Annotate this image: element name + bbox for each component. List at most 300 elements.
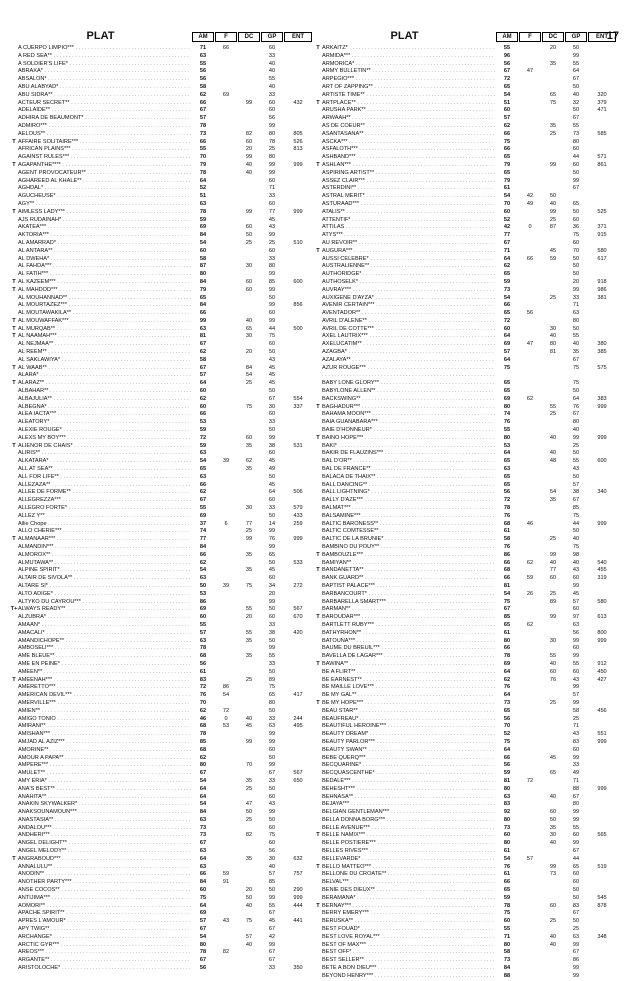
am-value: 63	[199, 450, 207, 457]
f-value	[215, 778, 237, 786]
table-row	[314, 232, 616, 240]
f-value	[519, 349, 541, 357]
tote-marker	[314, 263, 322, 271]
horse-name	[322, 848, 495, 856]
gp-value: 50	[572, 208, 580, 215]
horse-name	[322, 341, 495, 349]
horse-name-text: ADHIRA DE BEAUMONT*	[18, 115, 84, 122]
tote-marker	[10, 240, 18, 248]
table-row	[10, 677, 312, 685]
ent-value: 380	[597, 341, 607, 348]
ent-value	[284, 864, 312, 872]
tote-marker	[10, 489, 18, 497]
horse-name-text: ABRAXA*	[18, 68, 43, 75]
horse-name-text: ALKATARA*	[18, 458, 49, 465]
gp-value: 86	[572, 957, 580, 964]
gp-value: 80	[572, 138, 580, 145]
am-value: 62	[199, 91, 207, 98]
tote-marker	[314, 396, 322, 404]
horse-name	[18, 45, 191, 53]
horse-name-text: BAKIR DE FLAUZINS***	[322, 450, 384, 457]
horse-name-text: AVENTADOR**	[322, 310, 361, 317]
ent-value: 337	[293, 403, 303, 410]
f-value	[215, 341, 237, 349]
dc-value	[238, 248, 260, 256]
dc-value: 55	[245, 606, 253, 613]
table-row	[314, 224, 616, 232]
horse-name-text: BAINO HOPE***	[322, 434, 364, 441]
table-row	[10, 801, 312, 809]
gp-value: 60	[268, 107, 276, 114]
dc-value: 81	[549, 349, 557, 356]
gp-value: 65	[268, 551, 276, 558]
ent-value: 999	[597, 785, 607, 792]
horse-name-text: AMANDICHOPE**	[18, 637, 65, 644]
table-row	[10, 146, 312, 154]
table-row	[10, 435, 312, 443]
ent-value: 433	[293, 512, 303, 519]
tote-marker: T	[12, 208, 16, 215]
gp-value: 45	[268, 918, 276, 925]
ent-value	[284, 357, 312, 365]
gp-value: 80	[268, 130, 276, 137]
ent-value	[588, 193, 616, 201]
dc-value	[238, 411, 260, 419]
dc-value: 45	[549, 754, 557, 761]
am-value: 42	[503, 224, 511, 231]
tote-marker	[10, 372, 18, 380]
horse-name	[18, 178, 191, 186]
gp-value: 60	[572, 668, 580, 675]
f-value: 0	[224, 715, 228, 722]
f-value: 54	[222, 692, 230, 699]
table-row	[10, 560, 312, 568]
horse-name-text: ARUSHA PARK**	[322, 107, 366, 114]
gp-value: 20	[268, 590, 276, 597]
ent-value	[588, 466, 616, 474]
dc-value	[542, 521, 564, 529]
horse-name	[322, 801, 495, 809]
am-value: 68	[503, 567, 511, 574]
ent-value	[588, 357, 616, 365]
dc-value: 75	[245, 582, 253, 589]
dc-value	[238, 645, 260, 653]
am-value: 59	[199, 427, 207, 434]
table-row	[10, 832, 312, 840]
horse-name-text: AMAAN*	[18, 621, 41, 628]
am-value: 60	[199, 614, 207, 621]
horse-name	[18, 154, 191, 162]
f-value: 39	[222, 458, 230, 465]
horse-name-text: BAWINA**	[322, 660, 349, 667]
gp-value: 60	[268, 614, 276, 621]
ent-value	[284, 271, 312, 279]
am-value: 60	[199, 388, 207, 395]
am-value: 74	[503, 411, 511, 418]
horse-name	[18, 131, 191, 139]
f-value	[215, 380, 237, 388]
dc-value	[542, 154, 564, 162]
horse-name	[18, 92, 191, 100]
am-value: 54	[503, 590, 511, 597]
am-value: 84	[199, 879, 207, 886]
table-row	[10, 131, 312, 139]
tote-marker	[10, 708, 18, 716]
horse-name-text: AGUCHEUSE*	[18, 193, 56, 200]
horse-name-text: APRES L'AMOUR*	[18, 918, 66, 925]
f-value: 53	[222, 723, 230, 730]
dc-value: 99	[549, 863, 557, 870]
gp-value: 55	[572, 122, 580, 129]
f-value	[215, 622, 237, 630]
left-column	[10, 30, 312, 973]
tote-marker	[314, 295, 322, 303]
table-row	[10, 521, 312, 529]
ent-value: 600	[293, 278, 303, 285]
f-value	[519, 630, 541, 638]
horse-name	[18, 505, 191, 513]
gp-value: 75	[572, 512, 580, 519]
table-row	[314, 630, 616, 638]
table-row	[10, 84, 312, 92]
tote-marker: T	[316, 403, 320, 410]
dc-value: 35	[549, 824, 557, 831]
tote-marker	[10, 552, 18, 560]
horse-name-text: ALBEGNA*	[18, 403, 47, 410]
am-value: 65	[199, 294, 207, 301]
am-value: 75	[503, 738, 511, 745]
dc-value	[238, 513, 260, 521]
tote-marker	[10, 217, 18, 225]
f-value	[519, 154, 541, 162]
header-dc: DC	[542, 32, 564, 42]
am-value: 61	[503, 848, 511, 855]
table-row	[10, 934, 312, 942]
gp-value: 71	[572, 302, 580, 309]
horse-name	[18, 318, 191, 326]
f-value	[519, 731, 541, 739]
tote-marker	[314, 817, 322, 825]
f-value	[215, 170, 237, 178]
tote-marker	[314, 560, 322, 568]
gp-value: 99	[268, 302, 276, 309]
ent-value	[588, 942, 616, 950]
am-value: 71	[199, 45, 207, 51]
ent-value	[588, 372, 616, 380]
gp-value: 50	[572, 271, 580, 278]
dc-value: 40	[549, 200, 557, 207]
horse-name-text: ALBAJULIA**	[18, 395, 52, 402]
gp-value: 50	[572, 918, 580, 925]
table-row	[10, 528, 312, 536]
horse-name	[18, 614, 191, 622]
ent-value	[284, 949, 312, 957]
gp-value: 99	[572, 972, 580, 979]
gp-value: 38	[268, 442, 276, 449]
ent-value	[284, 645, 312, 653]
dc-value: 20	[245, 349, 253, 356]
header-am: AM	[496, 32, 518, 42]
horse-name	[322, 92, 495, 100]
f-value	[215, 123, 237, 131]
f-value	[215, 552, 237, 560]
horse-name	[322, 474, 495, 482]
am-value: 73	[199, 824, 207, 831]
ent-value	[588, 427, 616, 435]
f-value	[519, 271, 541, 279]
horse-name	[322, 326, 495, 334]
table-row	[314, 560, 616, 568]
ent-value	[284, 92, 312, 100]
table-row	[10, 638, 312, 646]
am-value: 81	[503, 777, 511, 784]
ent-value	[588, 801, 616, 809]
table-row	[10, 466, 312, 474]
ent-value	[588, 419, 616, 427]
horse-name	[18, 879, 191, 887]
f-value	[215, 599, 237, 607]
table-row	[314, 677, 616, 685]
horse-name-text: BATHYRHON**	[322, 629, 362, 636]
horse-name	[18, 365, 191, 373]
horse-name	[18, 536, 191, 544]
am-value: 72	[503, 317, 511, 324]
horse-name-text: BENIE DES DIEUX**	[322, 887, 375, 894]
horse-name	[322, 599, 495, 607]
horse-name-text: AFRICAN PLAINS***	[18, 146, 71, 153]
gp-value: 50	[572, 83, 580, 90]
table-row	[10, 201, 312, 209]
am-value: 80	[503, 840, 511, 847]
horse-name-text: ALL FOR LIFE**	[18, 473, 59, 480]
gp-value: 38	[572, 489, 580, 496]
ent-value: 540	[597, 559, 607, 566]
horse-name-text: BARBARELLA SMART***	[322, 598, 386, 605]
gp-value: 50	[572, 263, 580, 270]
ent-value	[284, 427, 312, 435]
gp-value: 50	[572, 325, 580, 332]
f-value	[519, 552, 541, 560]
table-row	[314, 871, 616, 879]
horse-name	[322, 661, 495, 669]
horse-name-text: ANASTASIA**	[18, 816, 54, 823]
am-value: 79	[199, 286, 207, 293]
table-row	[10, 76, 312, 84]
dc-value: 35	[245, 442, 253, 449]
am-value: 66	[199, 481, 207, 488]
dc-value: 75	[245, 918, 253, 925]
gp-value: 80	[268, 154, 276, 161]
gp-value: 42	[268, 933, 276, 940]
table-row	[10, 723, 312, 731]
ent-value: 444	[293, 902, 303, 909]
ent-value	[284, 638, 312, 646]
horse-name	[18, 256, 191, 264]
dc-value: 40	[549, 941, 557, 948]
horse-name	[18, 115, 191, 123]
tote-marker	[10, 934, 18, 942]
ent-value	[588, 474, 616, 482]
ent-value	[588, 388, 616, 396]
table-row	[314, 45, 616, 53]
tote-marker	[314, 606, 322, 614]
ent-value: 999	[597, 403, 607, 410]
dc-value: 80	[549, 341, 557, 348]
horse-name-text: BALSAMINE***	[322, 512, 361, 519]
ent-value	[284, 287, 312, 295]
ent-value: 551	[597, 731, 607, 738]
tote-marker: T	[12, 286, 16, 293]
horse-name-text: AGHDAL*	[18, 185, 44, 192]
gp-value: 83	[572, 902, 580, 909]
horse-name-text: BERNAY***	[322, 902, 352, 909]
am-value: 75	[503, 910, 511, 917]
am-value: 67	[199, 341, 207, 348]
horse-name-text: ARMIDA***	[322, 52, 351, 59]
dc-value	[238, 544, 260, 552]
column-header	[10, 30, 312, 42]
am-value: 69	[199, 512, 207, 519]
horse-name-text: ACTEUR SECRET**	[18, 99, 70, 106]
tote-marker	[10, 794, 18, 802]
am-value: 79	[199, 161, 207, 168]
tote-marker	[10, 474, 18, 482]
am-value: 80	[503, 816, 511, 823]
ent-value: 320	[597, 91, 607, 98]
tote-marker	[10, 154, 18, 162]
horse-name-text: BELLE POSTIERE***	[322, 840, 376, 847]
gp-value: 67	[572, 411, 580, 418]
gp-value: 50	[268, 754, 276, 761]
tote-marker	[10, 45, 18, 53]
horse-name	[18, 965, 191, 973]
table-row	[10, 794, 312, 802]
dc-value: 77	[549, 567, 557, 574]
ent-value	[284, 755, 312, 763]
table-row	[10, 302, 312, 310]
dc-value: 40	[549, 840, 557, 847]
table-row	[314, 973, 616, 981]
gp-value: 99	[268, 598, 276, 605]
ent-value: 441	[293, 918, 303, 925]
f-value	[215, 856, 237, 864]
dc-value	[238, 388, 260, 396]
dc-value: 35	[549, 122, 557, 129]
ent-value	[588, 544, 616, 552]
tote-marker: T	[316, 832, 320, 839]
f-value	[519, 747, 541, 755]
table-row	[314, 474, 616, 482]
am-value: 79	[503, 161, 511, 168]
table-row	[314, 786, 616, 794]
f-value	[519, 178, 541, 186]
f-value	[215, 357, 237, 365]
gp-value: 67	[268, 395, 276, 402]
dc-value: 50	[549, 193, 557, 200]
dc-value: 55	[549, 653, 557, 660]
am-value: 67	[503, 239, 511, 246]
dc-value	[238, 217, 260, 225]
dc-value: 40	[245, 169, 253, 176]
gp-value: 67	[268, 949, 276, 956]
horse-name	[18, 871, 191, 879]
horse-name-text: BEYOND HENRY***	[322, 972, 374, 979]
tote-marker	[314, 497, 322, 505]
dc-value	[238, 864, 260, 872]
dc-value	[542, 692, 564, 700]
am-value: 65	[503, 707, 511, 714]
ent-value	[284, 380, 312, 388]
tote-marker	[314, 949, 322, 957]
horse-name	[322, 68, 495, 76]
dc-value	[542, 723, 564, 731]
gp-value: 38	[268, 629, 276, 636]
tote-marker	[314, 146, 322, 154]
dc-value	[238, 957, 260, 965]
f-value	[215, 224, 237, 232]
dc-value	[238, 201, 260, 209]
horse-name-text: APACHE SPIRIT**	[18, 910, 65, 917]
f-value	[215, 271, 237, 279]
tote-marker	[314, 224, 322, 232]
horse-name-text: AMIRANI**	[18, 723, 46, 730]
am-value: 66	[199, 551, 207, 558]
table-row	[10, 162, 312, 170]
am-value: 72	[199, 684, 207, 691]
table-row	[10, 910, 312, 918]
tote-marker	[314, 256, 322, 264]
horse-name-text: ALLEGREZZA***	[18, 497, 61, 504]
dc-value	[238, 692, 260, 700]
am-value: 59	[503, 770, 511, 777]
dc-value	[238, 357, 260, 365]
table-row	[10, 45, 312, 53]
horse-name	[322, 622, 495, 630]
ent-value: 999	[293, 536, 303, 543]
gp-value: 75	[268, 684, 276, 691]
gp-value: 60	[572, 239, 580, 246]
f-value	[215, 606, 237, 614]
horse-name-text: AGAINST RULES***	[18, 154, 70, 161]
ent-value	[588, 201, 616, 209]
f-value	[215, 817, 237, 825]
dc-value: 35	[245, 466, 253, 473]
am-value: 75	[503, 598, 511, 605]
gp-value: 43	[572, 466, 580, 473]
dc-value: 65	[245, 325, 253, 332]
gp-value: 50	[268, 816, 276, 823]
tote-marker	[314, 755, 322, 763]
dc-value	[542, 739, 564, 747]
table-row	[10, 380, 312, 388]
table-row	[10, 661, 312, 669]
am-value: 53	[199, 590, 207, 597]
gp-value: 85	[572, 505, 580, 512]
tote-marker	[314, 747, 322, 755]
gp-value: 33	[268, 52, 276, 59]
ent-value: 531	[293, 442, 303, 449]
tote-marker	[10, 388, 18, 396]
gp-value: 49	[268, 466, 276, 473]
gp-value: 76	[572, 403, 580, 410]
horse-name	[322, 489, 495, 497]
ent-value: 999	[597, 637, 607, 644]
table-row	[10, 263, 312, 271]
horse-name-text: BEAU STAR**	[322, 707, 358, 714]
gp-value: 55	[268, 653, 276, 660]
gp-value: 99	[572, 965, 580, 972]
f-value	[215, 536, 237, 544]
